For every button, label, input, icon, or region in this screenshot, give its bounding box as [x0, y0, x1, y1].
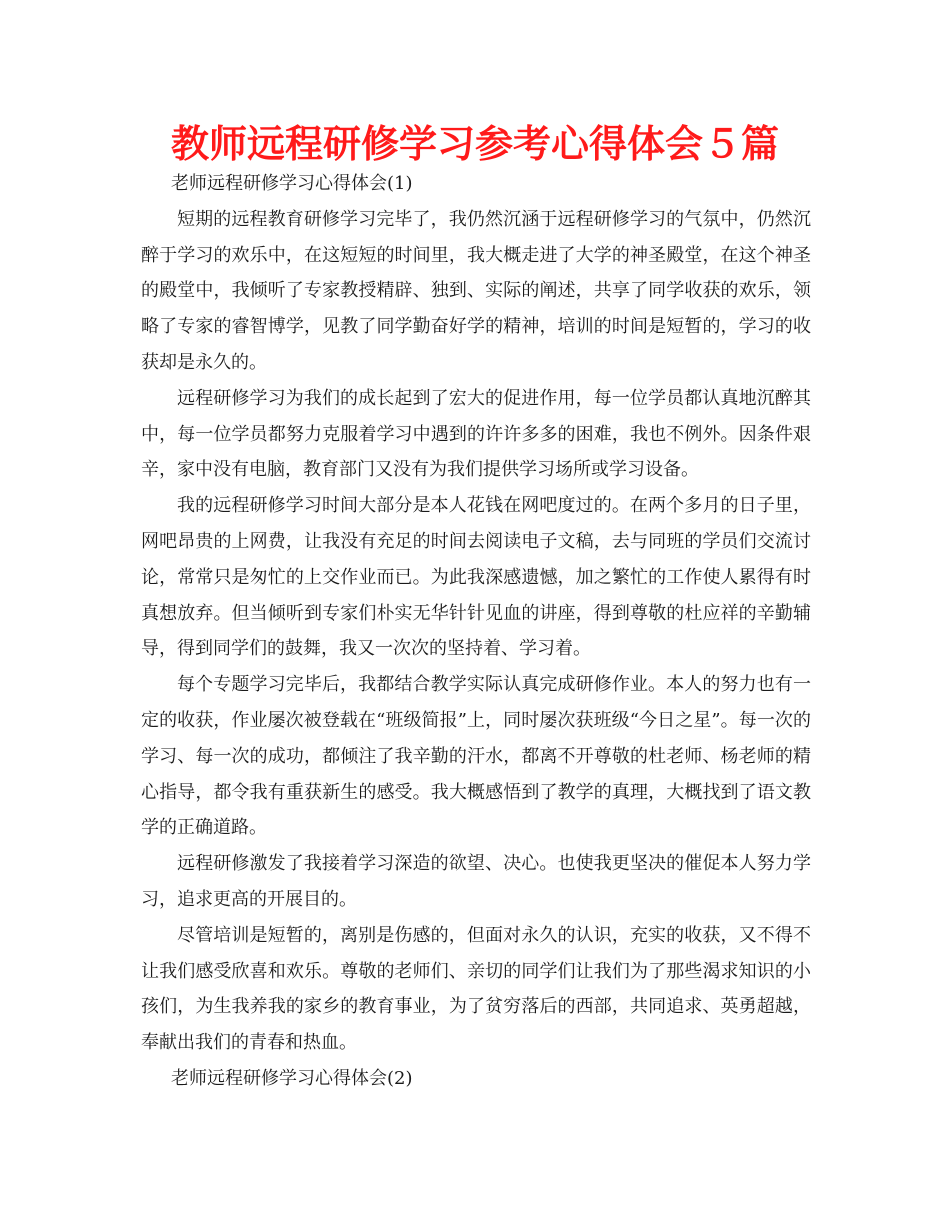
paragraph: 远程研修学习为我们的成长起到了宏大的促进作用，每一位学员都认真地沉醉其中，每一位学员都努力克服着学习中遇到的许许多多的困难，我也不例外。因条件艰辛，家中没有电脑，教育部门又没有为我们提供学习场所或学习设备。	[141, 387, 811, 481]
paragraph: 远程研修激发了我接着学习深造的欲望、决心。也使我更坚决的催促本人努力学习，追求更高的开展目的。	[141, 853, 811, 910]
document-title: 教师远程研修学习参考心得体会５篇	[170, 122, 779, 166]
section-heading: 老师远程研修学习心得体会(2)	[171, 1067, 413, 1089]
paragraph: 我的远程研修学习时间大部分是本人花钱在网吧度过的。在两个多月的日子里，网吧昂贵的上网费，让我没有充足的时间去阅读电子文稿，去与同班的学员们交流讨论，常常只是匆忙的上交作业而已。为此我深感遗憾，加之繁忙的工作使人累得有时真想放弃。但当倾听到专家们朴实无华针针见血的讲座，得到尊敬的杜应祥的辛勤辅导，得到同学们的鼓舞，我又一次次的坚持着、学习着。	[141, 495, 811, 660]
document-body	[141, 166, 811, 1097]
paragraph: 每个专题学习完毕后，我都结合教学实际认真完成研修作业。本人的努力也有一定的收获，作业屡次被登载在“班级简报”上，同时屡次获班级“今日之星”。每一次的学习、每一次的成功，都倾注了我辛勤的汗水，都离不开尊敬的杜老师、杨老师的精心指导，都令我有重获新生的感受。我大概感悟到了教学的真理，大概找到了语文教学的正确道路。	[141, 674, 811, 839]
section-heading: 老师远程研修学习心得体会(1)	[171, 173, 413, 194]
paragraph: 短期的远程教育研修学习完毕了，我仍然沉涵于远程研修学习的气氛中，仍然沉醉于学习的欢乐中，在这短短的时间里，我大概走进了大学的神圣殿堂，在这个神圣的殿堂中，我倾听了专家教授精辟、独到、实际的阐述，共享了同学收获的欢乐，领略了专家的睿智博学，见教了同学勤奋好学的精神，培训的时间是短暂的，学习的收获却是永久的。	[141, 208, 811, 373]
paragraph: 尽管培训是短暂的，离别是伤感的，但面对永久的认识，充实的收获，又不得不让我们感受欣喜和欢乐。尊敬的老师们、亲切的同学们让我们为了那些渴求知识的小孩们，为生我养我的家乡的教育事业，为了贫穷落后的西部，共同追求、英勇超越，奉献出我们的青春和热血。	[141, 924, 811, 1054]
